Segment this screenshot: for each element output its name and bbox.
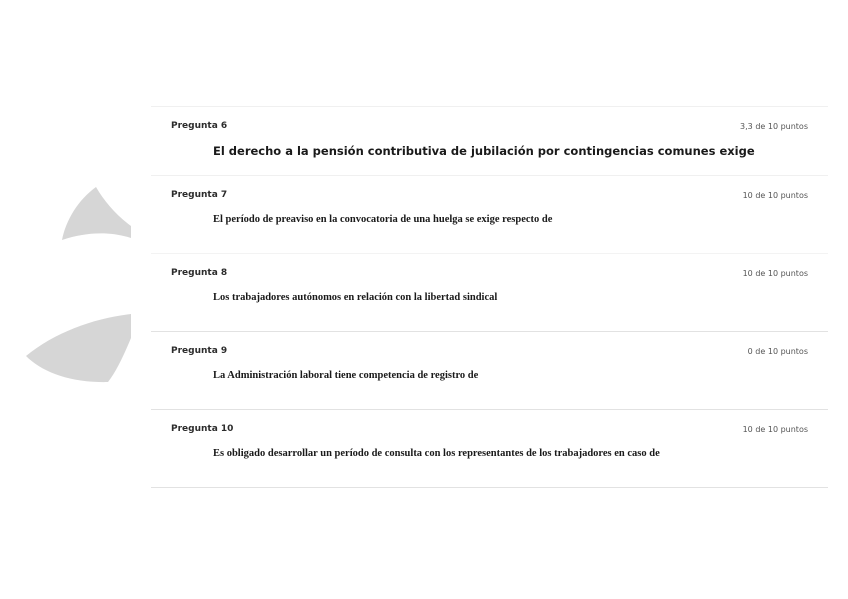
question-text: Es obligado desarrollar un período de consulta con los representantes de los trabajadores en caso de: [213, 448, 660, 459]
question-label: Pregunta 9: [171, 346, 228, 356]
question-list: [151, 106, 828, 488]
question-label: Pregunta 8: [171, 268, 228, 278]
question-points: 10 de 10 puntos: [742, 425, 808, 434]
question-points: 3,3 de 10 puntos: [740, 122, 808, 131]
question-8: [151, 254, 828, 332]
question-10: [151, 410, 828, 488]
question-6: [151, 106, 828, 176]
watermark-lower-wing: [26, 314, 131, 382]
question-label: Pregunta 10: [171, 424, 234, 434]
question-label: Pregunta 7: [171, 190, 228, 200]
question-text: Los trabajadores autónomos en relación con la libertad sindical: [213, 292, 498, 303]
question-label: Pregunta 6: [171, 121, 228, 131]
question-points: 0 de 10 puntos: [747, 347, 808, 356]
question-text: La Administración laboral tiene competencia de registro de: [213, 370, 479, 381]
watermark-upper-wing: [62, 187, 131, 240]
question-points: 10 de 10 puntos: [742, 269, 808, 278]
question-text: El derecho a la pensión contributiva de jubilación por contingencias comunes exige: [213, 144, 755, 158]
question-text: El período de preaviso en la convocatoria de una huelga se exige respecto de: [213, 214, 553, 225]
question-9: [151, 332, 828, 410]
question-7: [151, 176, 828, 254]
question-points: 10 de 10 puntos: [742, 191, 808, 200]
